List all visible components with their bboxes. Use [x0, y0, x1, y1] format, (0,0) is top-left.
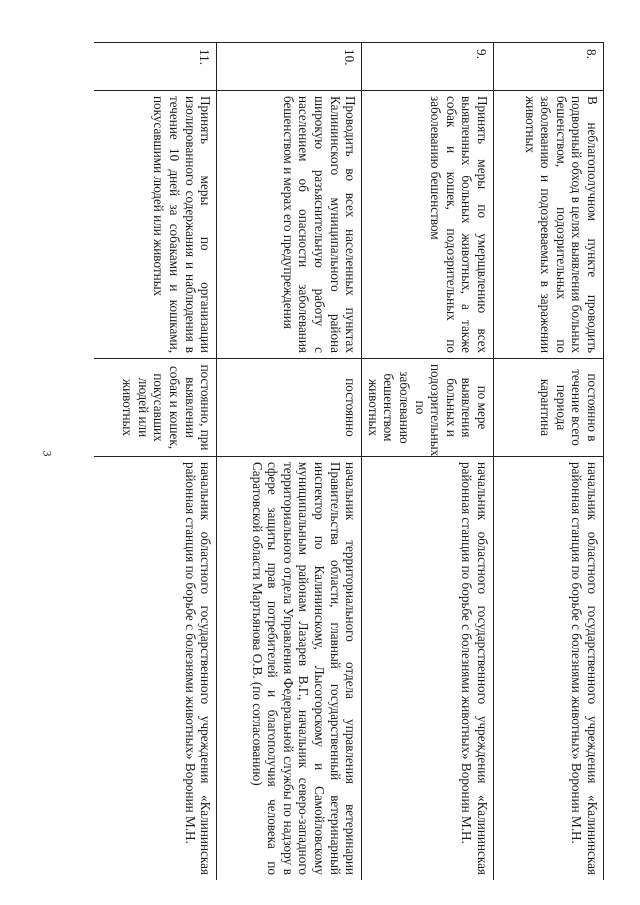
- table-row: [494, 43, 604, 881]
- row-number: 11.: [94, 43, 217, 91]
- row-action: Принять меры по организации изолированного содержания и наблюдения в течение 10 дней за собаками и кошками, покусавшими людей или животных: [94, 91, 217, 359]
- row-responsible: начальник областного государственного учреждения «Калининская районная станция по борьбе с болезнями животных» Воронин М.Н.: [362, 457, 494, 881]
- table-row: [217, 43, 362, 881]
- row-term: постоянно в течение всего периода карантина: [494, 359, 604, 457]
- row-term: постоянно, при выявлении собак и кошек, покусавших людей или животных: [94, 359, 217, 457]
- row-number: 8.: [494, 43, 604, 91]
- table-row: [94, 43, 217, 881]
- table-row: [362, 43, 494, 881]
- row-action: Принять меры по умерщвлению всех выявленных больных животных, а также собак и кошек, подозрительных по заболеванию бешенством: [362, 91, 494, 359]
- row-term: постоянно: [217, 359, 362, 457]
- row-responsible: начальник областного государственного учреждения «Калининская районная станция по борьбе с болезнями животных» Воронин М.Н.: [494, 457, 604, 881]
- measures-table: [94, 42, 604, 880]
- page-number: 3: [40, 450, 55, 457]
- row-responsible: начальник территориального отдела управления ветеринарии Правительства области, главный государственный ветеринарный инспектор по Калининскому, Лысогорскому и Самойловскому муниципальным районам Лазарев В.Г., начальник северо-западного территориального отдела Управления Федеральной службы по надзору в сфере защиты прав потребителей и благополучия человека по Саратовской области Мартьянова О.В. (по согласованию): [217, 457, 362, 881]
- row-number: 10.: [217, 43, 362, 91]
- row-action: Проводить во всех населенных пунктах Калининского муниципального района широкую разъяснительную работу с населением об опасности заболевания бешенством и мерах его предупреждения: [217, 91, 362, 359]
- row-responsible: начальник областного государственного учреждения «Калининская районная станция по борьбе с болезнями животных» Воронин М.Н.: [94, 457, 217, 881]
- row-action: В неблагополучном пункте проводить подворный обход в целях выявления больных бешенством, подозрительных по заболеванию и подозреваемых в заражении животных: [494, 91, 604, 359]
- row-term: по мере выявления больных и подозрительных по заболеванию бешенством животных: [362, 359, 494, 457]
- row-number: 9.: [362, 43, 494, 91]
- table-container: [94, 42, 604, 880]
